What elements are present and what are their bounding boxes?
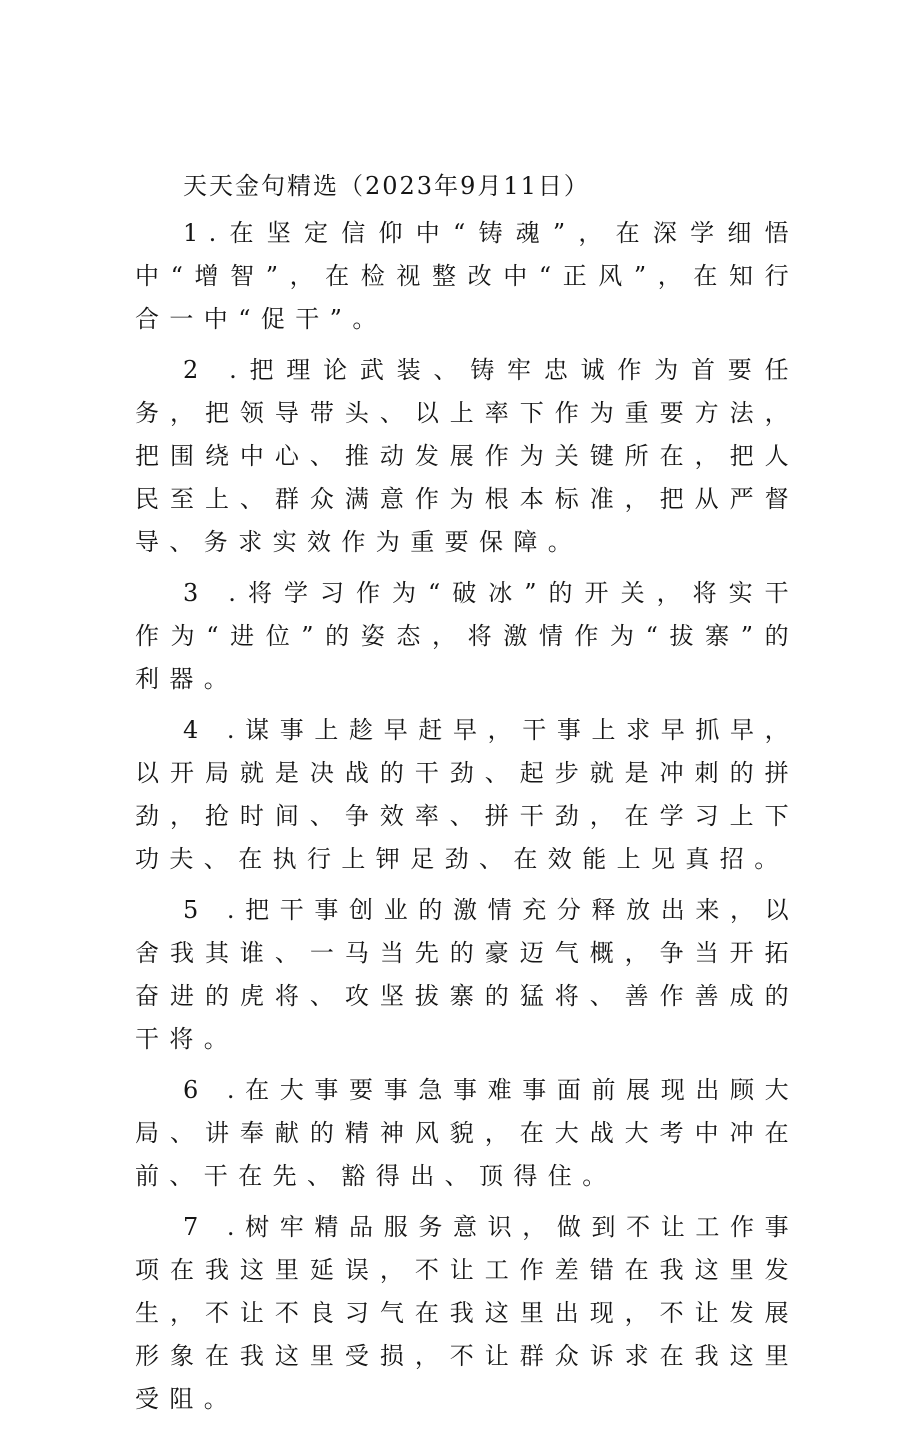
document-page xyxy=(135,168,799,1429)
paragraph-4: 4 .谋事上趁早赶早，干事上求早抓早，以开局就是决战的干劲、起步就是冲刺的拼劲，抢时间、争效率、拼干劲，在学习上下功夫、在执行上钾足劲、在效能上见真招。 xyxy=(135,716,799,873)
paragraph-7: 7 .树牢精品服务意识，做到不让工作事项在我这里延误，不让工作差错在我这里发生，不让不良习气在我这里出现，不让发展形象在我这里受损，不让群众诉求在我这里受阻。 xyxy=(135,1213,799,1413)
paragraph-5: 5 .把干事创业的激情充分释放出来，以舍我其谁、一马当先的豪迈气概，争当开拓奋进的虎将、攻坚拔寨的猛将、善作善成的干将。 xyxy=(135,896,799,1053)
paragraph-2: 2 .把理论武装、铸牢忠诚作为首要任务，把领导带头、以上率下作为重要方法，把围绕中心、推动发展作为关键所在，把人民至上、群众满意作为根本标准，把从严督导、务求实效作为重要保障。 xyxy=(135,356,799,556)
document-title: 天天金句精选（2023年9月11日） xyxy=(183,172,590,200)
paragraph-1: 1.在坚定信仰中“铸魂”，在深学细悟中“增智”，在检视整改中“正风”，在知行合一中“促干”。 xyxy=(135,219,799,333)
paragraph-6: 6 .在大事要事急事难事面前展现出顾大局、讲奉献的精神风貌，在大战大考中冲在前、干在先、豁得出、顶得住。 xyxy=(135,1076,799,1190)
paragraph-3: 3 .将学习作为“破冰”的开关，将实干作为“进位”的姿态，将激情作为“拔寨”的利器。 xyxy=(135,579,799,693)
